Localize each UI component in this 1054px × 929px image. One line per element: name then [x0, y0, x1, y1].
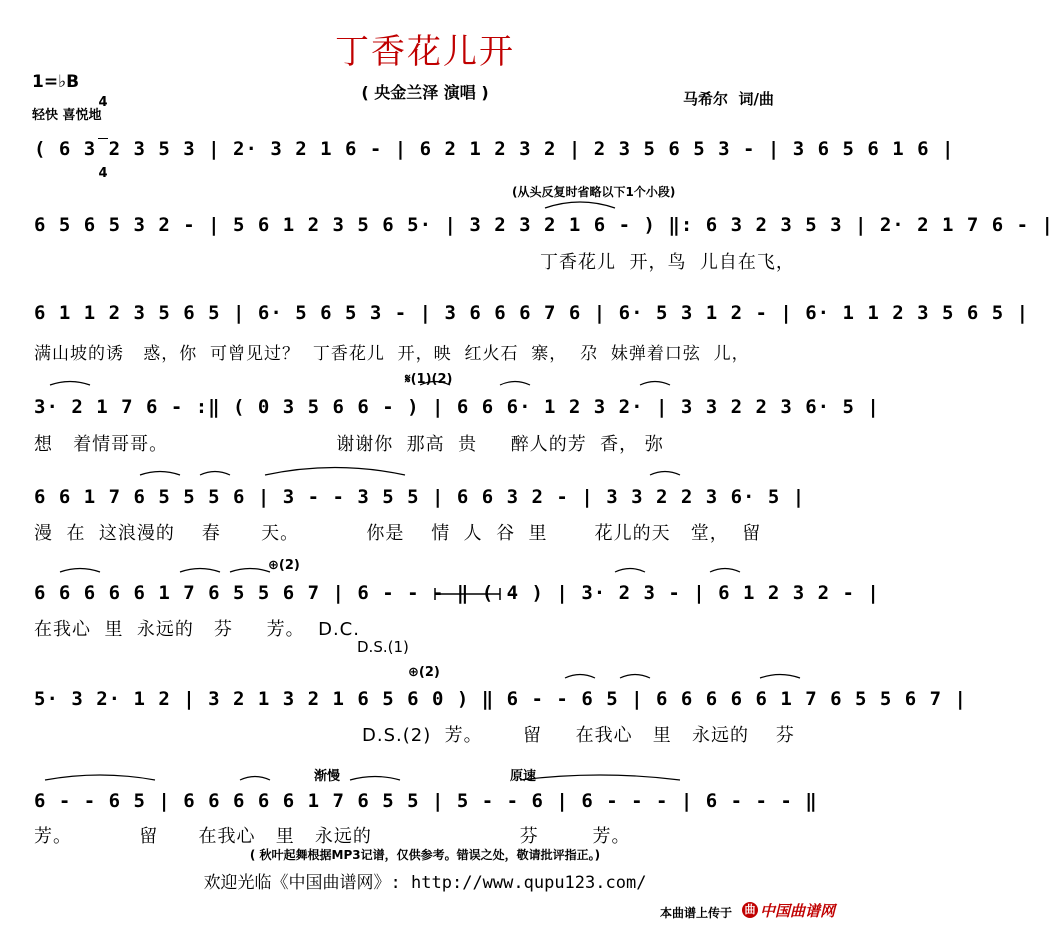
- lyric-row-4: 想 着情哥哥。 谢谢你 那高 贵 醉人的芳 香， 弥: [34, 434, 664, 455]
- slur: [45, 775, 155, 780]
- author-credit: 马希尔 词/曲: [683, 90, 774, 108]
- slur: [545, 202, 615, 208]
- slur: [50, 382, 90, 386]
- notation-row-2: 6 5 6 5 3 2 - | 5 6 1 2 3 5 6 5· | 3 2 3 2 1 6 - ) ‖: 6 3 2 3 5 3 | 2· 2 1 7 6 - |: [34, 214, 1054, 236]
- slur: [60, 569, 100, 573]
- slur: [140, 472, 180, 476]
- tempo-marking: 轻快 喜悦地: [32, 108, 102, 123]
- time-signature-bottom: 4: [98, 166, 108, 181]
- song-title: 丁香花儿开: [335, 32, 515, 72]
- slur: [230, 569, 270, 573]
- notation-row-3: 6 1 1 2 3 5 6 5 | 6· 5 6 5 3 - | 3 6 6 6 7 6 | 6· 5 3 1 2 - | 6· 1 1 2 3 5 6 5 |: [34, 302, 1030, 324]
- coda-mark-2: ⊕(2): [408, 665, 440, 680]
- lyric-row-7: D.S.(2) 芳。 留 在我心 里 永远的 芬: [362, 725, 795, 746]
- slur: [620, 675, 650, 679]
- lyric-row-5: 漫 在 这浪漫的 春 天。 你是 情 人 谷 里 花儿的天 堂， 留: [34, 523, 762, 544]
- slur: [240, 777, 270, 781]
- notation-row-7: 5· 3 2· 1 2 | 3 2 1 3 2 1 6 5 6 0 ) ‖ 6 - - 6 5 | 6 6 6 6 6 1 7 6 5 5 6 7 |: [34, 688, 967, 710]
- slur: [760, 675, 800, 679]
- slur: [420, 382, 450, 386]
- notation-row-1: ( 6 3 2 3 5 3 | 2· 3 2 1 6 - | 6 2 1 2 3 2 | 2 3 5 6 5 3 - | 3 6 5 6 1 6 |: [34, 138, 955, 160]
- upload-label: 本曲谱上传于: [660, 906, 733, 920]
- slow-marking: 渐慢: [314, 769, 341, 784]
- original-tempo-marking: 原速: [510, 769, 537, 784]
- lyric-row-8: 芳。 留 在我心 里 永远的 芬 芳。: [34, 826, 631, 847]
- slur: [565, 675, 595, 679]
- notation-row-6: 6 6 6 6 6 1 7 6 5 5 6 7 | 6 - - - ‖ ( 4 ) | 3· 2 3 - | 6 1 2 3 2 - |: [34, 582, 880, 604]
- slur: [520, 775, 680, 780]
- notation-row-5: 6 6 1 7 6 5 5 5 6 | 3 - - 3 5 5 | 6 6 3 2 - | 3 3 2 2 3 6· 5 |: [34, 486, 806, 508]
- lyric-row-3: 满山坡的诱 惑，你 可曾见过？ 丁香花儿 开，映 红火石 寨， 尕 妹弹着口弦 儿，: [34, 344, 750, 364]
- slur: [650, 472, 680, 476]
- slur: [180, 569, 220, 573]
- ds1-mark: D.S.(1): [357, 638, 409, 656]
- lyric-row-6: 在我心 里 永远的 芬 芳。 D.C.: [34, 619, 360, 640]
- lyric-row-2: 丁香花儿 开，鸟 儿自在飞，: [540, 252, 795, 273]
- slur: [640, 382, 670, 386]
- slur: [265, 468, 405, 476]
- slur: [200, 472, 230, 476]
- brand-logo-icon: 曲: [742, 902, 758, 918]
- key-signature: 1=♭B: [32, 72, 80, 92]
- brand-logo: 中国曲谱网: [760, 902, 836, 920]
- segno-mark: 𝄋(1)(2): [405, 372, 453, 387]
- transcription-note: ( 秋叶起舞根据MP3记谱，仅供参考。错误之处，敬请批评指正。): [249, 848, 601, 862]
- skip-note: (从头反复时省略以下1个小段): [512, 185, 676, 199]
- notation-row-4: 3· 2 1 7 6 - :‖ ( 0 3 5 6 6 - ) | 6 6 6· 1 2 3 2· | 3 3 2 2 3 6· 5 |: [34, 396, 880, 418]
- notation-row-8: 6 - - 6 5 | 6 6 6 6 6 1 7 6 5 5 | 5 - - 6 | 6 - - - | 6 - - - ‖: [34, 790, 818, 812]
- slur: [350, 777, 400, 781]
- time-signature-top: 4: [98, 95, 108, 110]
- site-welcome: 欢迎光临《中国曲谱网》: http://www.qupu123.com/: [203, 873, 647, 893]
- singer-credit: ( 央金兰泽 演唱 ): [361, 83, 489, 102]
- slur: [710, 569, 740, 573]
- slur: [615, 569, 645, 573]
- slur: [500, 382, 530, 386]
- coda-mark-1: ⊕(2): [268, 558, 300, 573]
